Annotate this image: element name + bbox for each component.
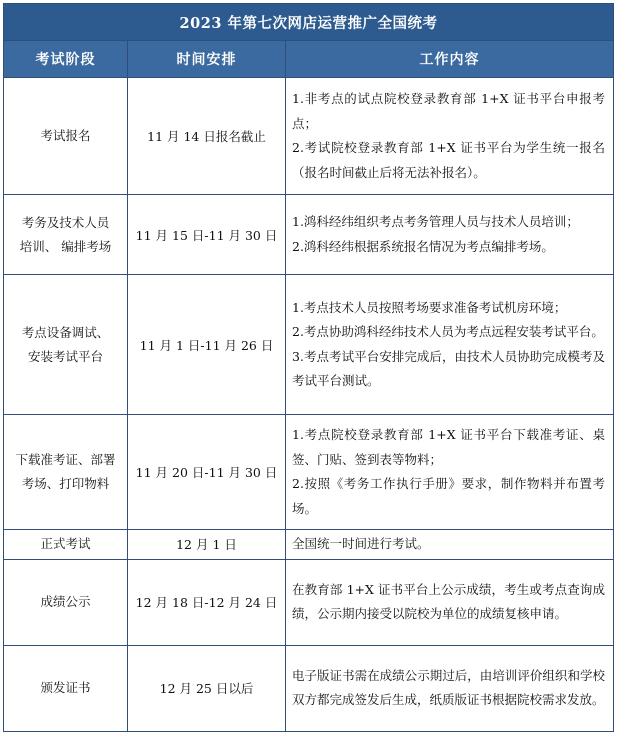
content-paragraph: 电子版证书需在成绩公示期过后，由培训评价组织和学校双方都完成签发后生成，纸质版证书根据院校需求发放。 (292, 667, 605, 707)
table-row (4, 530, 614, 560)
content-paragraph: 1.非考点的试点院校登录教育部 1+X 证书平台申报考点； (292, 91, 605, 131)
stage-cell (4, 275, 128, 415)
stage-cell (4, 645, 128, 731)
time-cell: 12 月 1 日 (128, 530, 286, 560)
content-paragraph: 1.考点技术人员按照考场要求准备考试机房环境； (292, 299, 567, 315)
title-row (4, 4, 614, 41)
stage-cell (4, 195, 128, 275)
header-stage: 考试阶段 (4, 41, 128, 78)
content-cell (286, 195, 614, 275)
content-paragraph: 全国统一时间进行考试。 (292, 536, 430, 551)
stage-cell (4, 559, 128, 645)
time-cell: 11 月 14 日报名截止 (128, 78, 286, 195)
content-cell (286, 530, 614, 560)
table-row (4, 559, 614, 645)
table-title: 2023 年第七次网店运营推广全国统考 (4, 4, 614, 41)
stage-text: 考试报名 (40, 128, 91, 143)
table-row (4, 195, 614, 275)
stage-text: 颁发证书 (40, 680, 91, 695)
stage-cell (4, 530, 128, 560)
stage-text: 正式考试 (40, 536, 91, 552)
time-cell: 11 月 1 日-11 月 26 日 (128, 275, 286, 415)
exam-schedule-table (3, 3, 614, 732)
content-cell (286, 78, 614, 195)
time-cell: 11 月 15 日-11 月 30 日 (128, 195, 286, 275)
header-content: 工作内容 (286, 41, 614, 78)
table-row (4, 645, 614, 731)
content-paragraph: 1.鸿科经纬组织考点考务管理人员与技术人员培训； (292, 214, 579, 229)
stage-text: 下载准考证、部署 (15, 452, 116, 467)
content-paragraph: 2.鸿科经纬根据系统报名情况为考点编排考场。 (292, 238, 554, 254)
content-cell (286, 275, 614, 415)
time-cell: 11 月 20 日-11 月 30 日 (128, 415, 286, 530)
table-row (4, 415, 614, 530)
exam-schedule-document (3, 3, 613, 732)
stage-text: 安装考试平台 (27, 348, 103, 364)
content-paragraph: 2.考试院校登录教育部 1+X 证书平台为学生统一报名（报名时间截止后将无法补报名）。 (292, 140, 605, 180)
content-paragraph: 1.考点院校登录教育部 1+X 证书平台下载准考证、桌签、门贴、签到表等物料； (292, 427, 605, 467)
stage-text: 考场、打印物料 (21, 476, 110, 491)
content-cell (286, 645, 614, 731)
stage-text: 成绩公示 (40, 594, 91, 609)
stage-text: 考务及技术人员 (21, 214, 110, 230)
table-row (4, 275, 614, 415)
stage-text: 培训、 编排考场 (19, 238, 112, 254)
content-paragraph: 在教育部 1+X 证书平台上公示成绩，考生或考点查询成绩，公示期内接受以院校为单位的成绩复核申请。 (292, 581, 605, 621)
content-cell (286, 415, 614, 530)
content-cell (286, 559, 614, 645)
header-row (4, 41, 614, 78)
content-paragraph: 3.考点考试平台安排完成后，由技术人员协助完成模考及考试平台测试。 (292, 348, 605, 388)
content-paragraph: 2.按照《考务工作执行手册》要求，制作物料并布置考场。 (292, 476, 605, 516)
content-paragraph: 2.考点协助鸿科经纬技术人员为考点远程安装考试平台。 (292, 324, 604, 339)
table-body (4, 78, 614, 732)
stage-cell (4, 78, 128, 195)
time-cell: 12 月 18 日-12 月 24 日 (128, 559, 286, 645)
table-row (4, 78, 614, 195)
stage-cell (4, 415, 128, 530)
time-cell: 12 月 25 日以后 (128, 645, 286, 731)
header-time: 时间安排 (128, 41, 286, 78)
stage-text: 考点设备调试、 (21, 324, 110, 340)
